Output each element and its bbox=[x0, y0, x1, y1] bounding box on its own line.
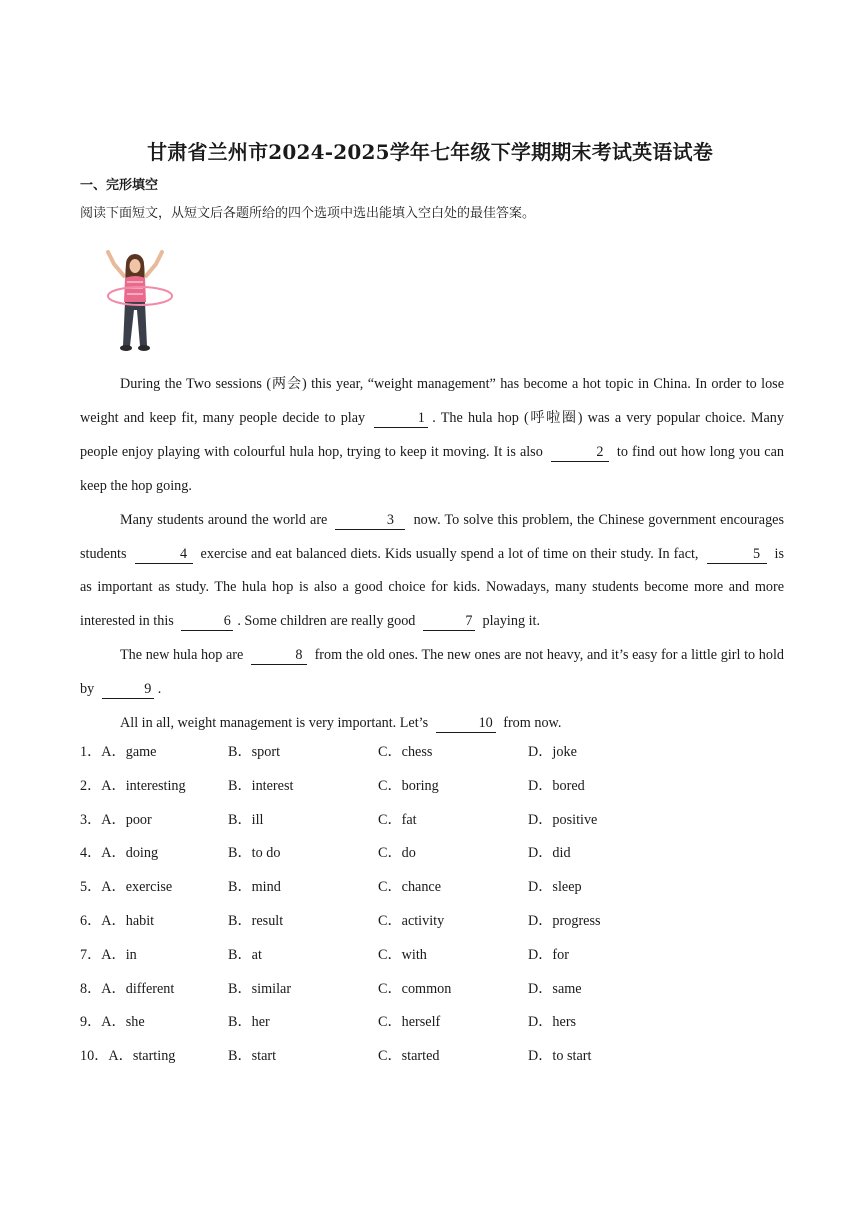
option-c[interactable]: C．boring bbox=[378, 777, 439, 794]
option-b[interactable]: B．interest bbox=[228, 777, 294, 794]
question-row bbox=[80, 871, 784, 905]
passage-text: from the old ones. The new ones are not heavy, and it’s easy for a little girl to hold by bbox=[80, 647, 784, 698]
answer-blank[interactable]: 6 bbox=[181, 613, 233, 631]
question-row bbox=[80, 736, 784, 770]
page-title: 甘肃省兰州市2024-2025学年七年级下学期期末考试英语试卷 bbox=[147, 140, 713, 164]
section-heading: 一、完形填空 bbox=[80, 178, 159, 193]
answer-blank[interactable]: 10 bbox=[436, 715, 496, 733]
option-c[interactable]: C．started bbox=[378, 1048, 440, 1065]
answer-blank[interactable]: 3 bbox=[335, 512, 405, 530]
option-c[interactable]: C．fat bbox=[378, 811, 417, 828]
hula-hoop-girl-illustration bbox=[94, 250, 178, 356]
option-d[interactable]: D．sleep bbox=[528, 879, 582, 896]
option-b[interactable]: B．result bbox=[228, 912, 284, 929]
option-a[interactable]: 9．A．she bbox=[80, 1014, 145, 1031]
option-c[interactable]: C．common bbox=[378, 980, 452, 997]
option-c[interactable]: C．chance bbox=[378, 879, 442, 896]
option-d[interactable]: D．progress bbox=[528, 912, 601, 929]
option-c[interactable]: C．do bbox=[378, 845, 416, 862]
passage-text: The new hula hop are bbox=[120, 647, 247, 664]
option-b[interactable]: B．similar bbox=[228, 980, 292, 997]
option-b[interactable]: B．ill bbox=[228, 811, 264, 828]
passage-paragraph bbox=[80, 639, 784, 707]
option-d[interactable]: D．did bbox=[528, 845, 571, 862]
option-d[interactable]: D．to start bbox=[528, 1048, 592, 1065]
answer-blank[interactable]: 9 bbox=[102, 681, 154, 699]
option-a[interactable]: 6．A．habit bbox=[80, 912, 155, 929]
option-a[interactable]: 1．A．game bbox=[80, 744, 157, 760]
option-b[interactable]: B．mind bbox=[228, 879, 281, 896]
passage-text: Many students around the world are bbox=[120, 511, 332, 528]
instruction-text: 阅读下面短文，从短文后各题所给的四个选项中选出能填入空白处的最佳答案。 bbox=[80, 206, 536, 221]
passage-text: During the Two sessions (两会) this year, “weight management” has become a hot topic in China. In order to lose weight and keep fit, many people decide to play bbox=[80, 376, 784, 426]
passage-text: All in all, weight management is very important. Let’s bbox=[120, 715, 432, 732]
passage-text: . Some children are really good bbox=[237, 613, 419, 630]
question-row bbox=[80, 939, 784, 973]
answer-blank[interactable]: 7 bbox=[423, 613, 475, 631]
option-d[interactable]: D．hers bbox=[528, 1014, 577, 1031]
option-d[interactable]: D．joke bbox=[528, 744, 577, 760]
option-b[interactable]: B．at bbox=[228, 946, 262, 963]
option-b[interactable]: B．to do bbox=[228, 845, 281, 862]
question-options bbox=[80, 736, 784, 1074]
passage-text: exercise and eat balanced diets. Kids usually spend a lot of time on their study. In fact, bbox=[196, 545, 703, 562]
option-c[interactable]: C．herself bbox=[378, 1014, 441, 1031]
passage-text: to find out how long you can keep the hop going. bbox=[80, 443, 784, 494]
passage-text: is as important as study. The hula hop is also a good choice for kids. Nowadays, many students become more and more interested in this bbox=[80, 545, 784, 630]
question-row bbox=[80, 905, 784, 939]
option-c[interactable]: C．activity bbox=[378, 912, 445, 929]
question-row bbox=[80, 973, 784, 1007]
option-b[interactable]: B．sport bbox=[228, 744, 281, 760]
answer-blank[interactable]: 2 bbox=[551, 444, 609, 462]
passage-text: playing it. bbox=[478, 613, 541, 630]
passage-text: . The hula hop (呼啦圈) was a very popular choice. Many people enjoy playing with colourful hula hop, trying to keep it moving. It is also bbox=[80, 409, 784, 460]
answer-blank[interactable]: 4 bbox=[135, 546, 193, 564]
question-row bbox=[80, 837, 784, 871]
answer-blank[interactable]: 1 bbox=[374, 410, 428, 428]
passage-paragraph bbox=[80, 504, 784, 640]
option-c[interactable]: C．with bbox=[378, 946, 427, 963]
question-row bbox=[80, 1006, 784, 1040]
option-a[interactable]: 7．A．in bbox=[80, 946, 137, 963]
question-row bbox=[80, 1040, 784, 1074]
option-c[interactable]: C．chess bbox=[378, 744, 433, 760]
option-a[interactable]: 3．A．poor bbox=[80, 811, 152, 828]
question-row bbox=[80, 770, 784, 804]
option-d[interactable]: D．positive bbox=[528, 811, 598, 828]
option-d[interactable]: D．bored bbox=[528, 777, 585, 794]
passage-text: . bbox=[157, 681, 162, 698]
option-a[interactable]: 5．A．exercise bbox=[80, 879, 173, 896]
option-a[interactable]: 2．A．interesting bbox=[80, 777, 186, 794]
question-row bbox=[80, 804, 784, 838]
cloze-passage bbox=[80, 368, 784, 741]
answer-blank[interactable]: 5 bbox=[707, 546, 767, 564]
option-a[interactable]: 10．A．starting bbox=[80, 1048, 176, 1065]
option-b[interactable]: B．her bbox=[228, 1014, 270, 1031]
passage-text: now. To solve this problem, the Chinese government encourages students bbox=[80, 511, 784, 562]
passage-text: from now. bbox=[499, 715, 562, 732]
option-a[interactable]: 8．A．different bbox=[80, 980, 175, 997]
option-d[interactable]: D．same bbox=[528, 980, 582, 997]
answer-blank[interactable]: 8 bbox=[251, 647, 307, 665]
option-a[interactable]: 4．A．doing bbox=[80, 845, 159, 862]
option-d[interactable]: D．for bbox=[528, 946, 569, 963]
passage-paragraph bbox=[80, 368, 784, 504]
option-b[interactable]: B．start bbox=[228, 1048, 277, 1065]
